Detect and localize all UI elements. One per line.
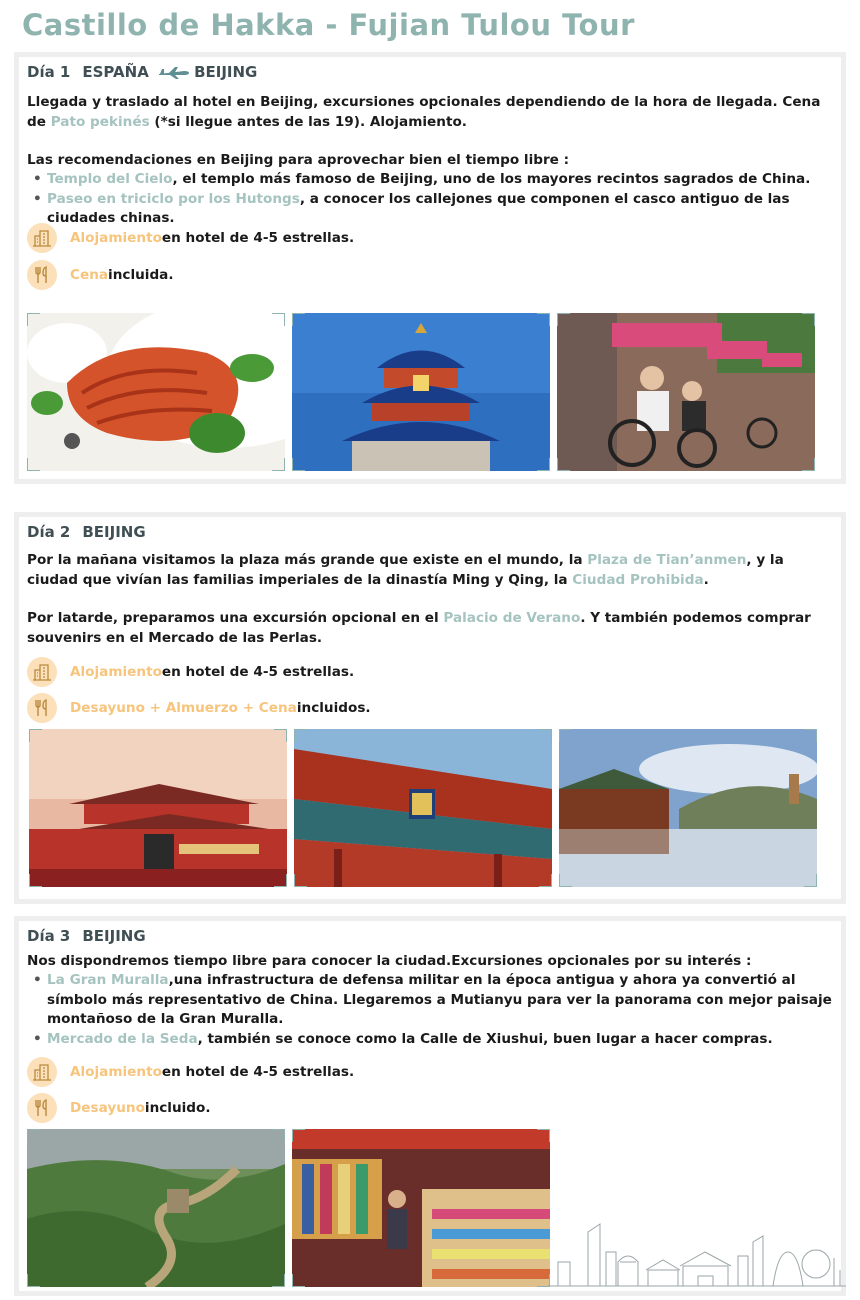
highlight-forbidden-city: Ciudad Prohibida	[572, 572, 704, 588]
fork-knife-icon	[27, 260, 57, 290]
day-2-header	[27, 523, 146, 541]
day-1-lodging: Alojamiento en hotel de 4-5 estrellas.	[27, 223, 354, 253]
day-1-origin: ESPAÑA	[82, 63, 149, 81]
day-1-header	[27, 63, 257, 81]
list-item: • Paseo en triciclo por los Hutongs, a conocer los callejones que componen el casco antiguo de las ciudades chinas.	[27, 190, 839, 229]
list-item: • La Gran Muralla,una infrastructura de defensa militar en la época antigua y ahora ya convertió al símbolo más representativo de China. Llegaremos a Mutianyu para ver la panorama con mejor paisaje montañoso de la Gran Muralla.	[27, 971, 839, 1030]
day-1-paragraph-1: Llegada y traslado al hotel en Beijing, excursiones opcionales dependiendo de la hora de llegada. Cena de Pato pekinés (*si llegue antes de las 19). Alojamiento.	[27, 94, 821, 130]
day-3-city: BEIJING	[82, 927, 146, 945]
day-1-recommendations	[27, 170, 839, 229]
page-title: Castillo de Hakka - Fujian Tulou Tour	[22, 8, 635, 42]
day-1-meals: Cena incluida.	[27, 260, 174, 290]
day-1-destination: BEIJING	[194, 63, 258, 81]
hotel-building-icon	[27, 1057, 57, 1087]
beijing-skyline-illustration	[548, 1222, 846, 1288]
photo-summer-palace	[559, 729, 817, 887]
day-2-paragraph-1: Por la mañana visitamos la plaza más grande que existe en el mundo, la Plaza de Tian’anmen, y la ciudad que vivían las familias imperiales de la dinastía Ming y Qing, la Ciudad Prohibida.	[27, 552, 784, 588]
fork-knife-icon	[27, 693, 57, 723]
airplane-icon	[158, 66, 190, 80]
highlight-summer-palace: Palacio de Verano	[443, 610, 581, 626]
day-3-excursions	[27, 971, 839, 1049]
highlight-tiananmen: Plaza de Tian’anmen	[587, 552, 747, 568]
day-3-meals: Desayuno incluido.	[27, 1093, 211, 1123]
photo-great-wall	[27, 1129, 285, 1287]
day-2-label: Día 2	[27, 523, 71, 541]
highlight-peking-duck: Pato pekinés	[50, 114, 150, 130]
photo-silk-market	[292, 1129, 550, 1287]
photo-peking-duck	[27, 313, 285, 471]
day-3-header	[27, 927, 146, 945]
fork-knife-icon	[27, 1093, 57, 1123]
day-2-card	[14, 512, 846, 904]
hotel-building-icon	[27, 223, 57, 253]
list-item: • Mercado de la Seda, también se conoce como la Calle de Xiushui, buen lugar a hacer compras.	[27, 1030, 839, 1050]
hotel-building-icon	[27, 657, 57, 687]
day-2-meals: Desayuno + Almuerzo + Cena incluidos.	[27, 693, 371, 723]
photo-forbidden-city	[294, 729, 552, 887]
day-1-card	[14, 52, 846, 484]
day-2-city: BEIJING	[82, 523, 146, 541]
day-3-label: Día 3	[27, 927, 71, 945]
photo-tiananmen	[29, 729, 287, 887]
day-1-paragraph-2: Las recomendaciones en Beijing para aprovechar bien el tiempo libre :	[27, 152, 570, 168]
day-1-label: Día 1	[27, 63, 71, 81]
photo-hutong-rickshaw	[557, 313, 815, 471]
day-3-paragraph-1: Nos dispondremos tiempo libre para conocer la ciudad.Excursiones opcionales por su interés :	[27, 953, 752, 969]
day-3-lodging: Alojamiento en hotel de 4-5 estrellas.	[27, 1057, 354, 1087]
photo-temple-of-heaven	[292, 313, 550, 471]
day-2-lodging: Alojamiento en hotel de 4-5 estrellas.	[27, 657, 354, 687]
list-item: • Templo del Cielo, el templo más famoso de Beijing, uno de los mayores recintos sagrados de China.	[27, 170, 839, 190]
day-2-paragraph-2: Por latarde, preparamos una excursión opcional en el Palacio de Verano. Y también podemos comprar souvenirs en el Mercado de las Perlas.	[27, 610, 811, 646]
